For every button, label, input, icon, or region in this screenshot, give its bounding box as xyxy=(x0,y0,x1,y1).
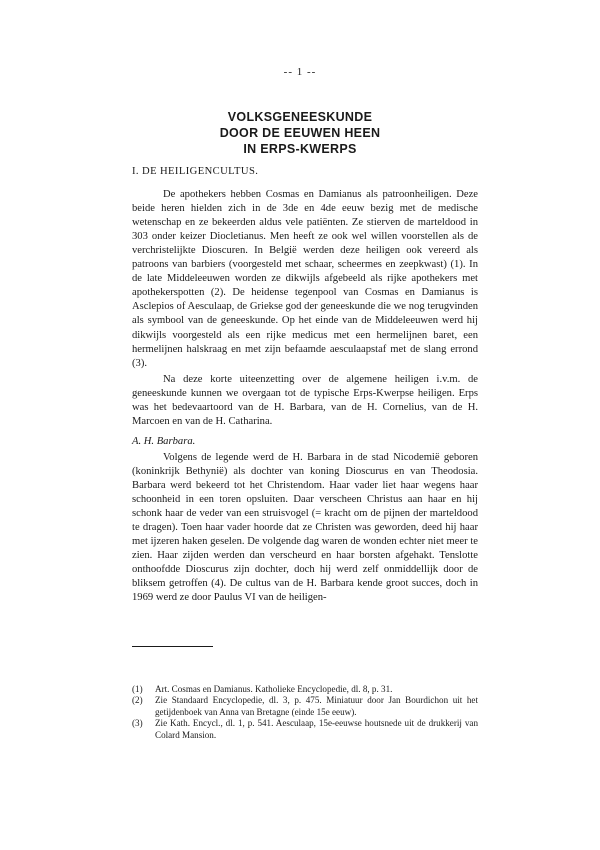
subsection-heading: A. H. Barbara. xyxy=(132,435,196,447)
footnote-text: Zie Standaard Encyclopedie, dl. 3, p. 475. Miniatuur door Jan Bourdichon uit het getijdenboek van Anna van Bretagne (einde 15e eeuw). xyxy=(155,695,478,717)
section-heading: I. DE HEILIGENCULTUS. xyxy=(132,166,259,177)
footnotes xyxy=(132,684,478,741)
footnote-number: (1) xyxy=(132,684,143,694)
paragraph-patron-saints: De apothekers hebben Cosmas en Damianus als patroonheiligen. Deze beide heren hielden zich in de 3de en 4de eeuw bezig met de medische wetenschap en ze bekeerden aldus vele patiënten. Ze stierven de marteldood in 303 onder keizer Diocletianus. Men heeft ze ook wel willen voorstellen als de verchristelijkte Dioscuren. In België werden deze heiligen ook vereerd als patroons van barbiers (voorgesteld met schaar, scheermes en zeepkwast) (1). In de late Middeleeuwen worden ze dikwijls afgebeeld als rijke apothekers met apothekerspotten (2). De heidense tegenpool van Cosmas en Damianus is Asclepios of Aesculaap, de Griekse god der geneeskunde die we nog terugvinden als symbool van de geneeskunde. Op het einde van de Middeleeuwen werd hij dikwijls voorgesteld als een rijke medicus met een hermelijnen baret, een hermelijnen halskraag en met zijn befaamde aesculaapstaf met de slang errond (3). xyxy=(132,189,478,369)
footnote xyxy=(132,684,478,695)
footnote xyxy=(132,718,478,741)
page-title xyxy=(0,109,600,157)
page-number: -- 1 -- xyxy=(283,66,317,78)
footnote-divider xyxy=(132,646,213,647)
title-line-1: VOLKSGENEESKUNDE xyxy=(227,110,373,124)
paragraph-barbara: Volgens de legende werd de H. Barbara in de stad Nicodemië geboren (koninkrijk Bethynië) als dochter van koning Dioscurus en van Theodosia. Barbara werd bekeerd tot het Christendom. Haar vader liet haar wegens haar schoonheid in een toren opsluiten. Daar verscheen Christus aan haar en hij schonk haar de veder van een struisvogel (= kracht om de pijnen der marteldood te dragen). Toen haar vader hoorde dat ze Christen was geworden, deed hij haar met ijzeren haken geselen. De volgende dag waren de wonden echter niet meer te zien. Haar zijden werden dan verscheurd en haar borsten afgehakt. Tenslotte onthoofdde Dioscurus zijn dochter, doch hij werd zelf onmiddellijk door de bliksem getroffen (4). De cultus van de H. Barbara kende groot succes, doch in 1969 werd ze door Paulus VI van de heiligen- xyxy=(132,451,478,604)
footnote xyxy=(132,695,478,718)
footnote-text: Art. Cosmas en Damianus. Katholieke Encyclopedie, dl. 8, p. 31. xyxy=(155,684,393,694)
title-line-2: DOOR DE EEUWEN HEEN xyxy=(219,126,381,140)
footnote-number: (2) xyxy=(132,695,143,706)
footnote-text: Zie Kath. Encycl., dl. 1, p. 541. Aesculaap, 15e-eeuwse houtsnede uit de drukkerij van Colard Mansion. xyxy=(155,718,478,740)
body-text xyxy=(132,165,478,607)
title-line-3: IN ERPS-KWERPS xyxy=(243,142,357,156)
paragraph-local-saints: Na deze korte uiteenzetting over de algemene heiligen i.v.m. de geneeskunde kunnen we overgaan tot de typische Erps-Kwerpse heiligen. Erps was het bedevaartoord van de H. Barbara, van de H. Cornelius, van de H. Marcoen en van de H. Catharina. xyxy=(132,373,478,427)
footnote-number: (3) xyxy=(132,718,143,729)
